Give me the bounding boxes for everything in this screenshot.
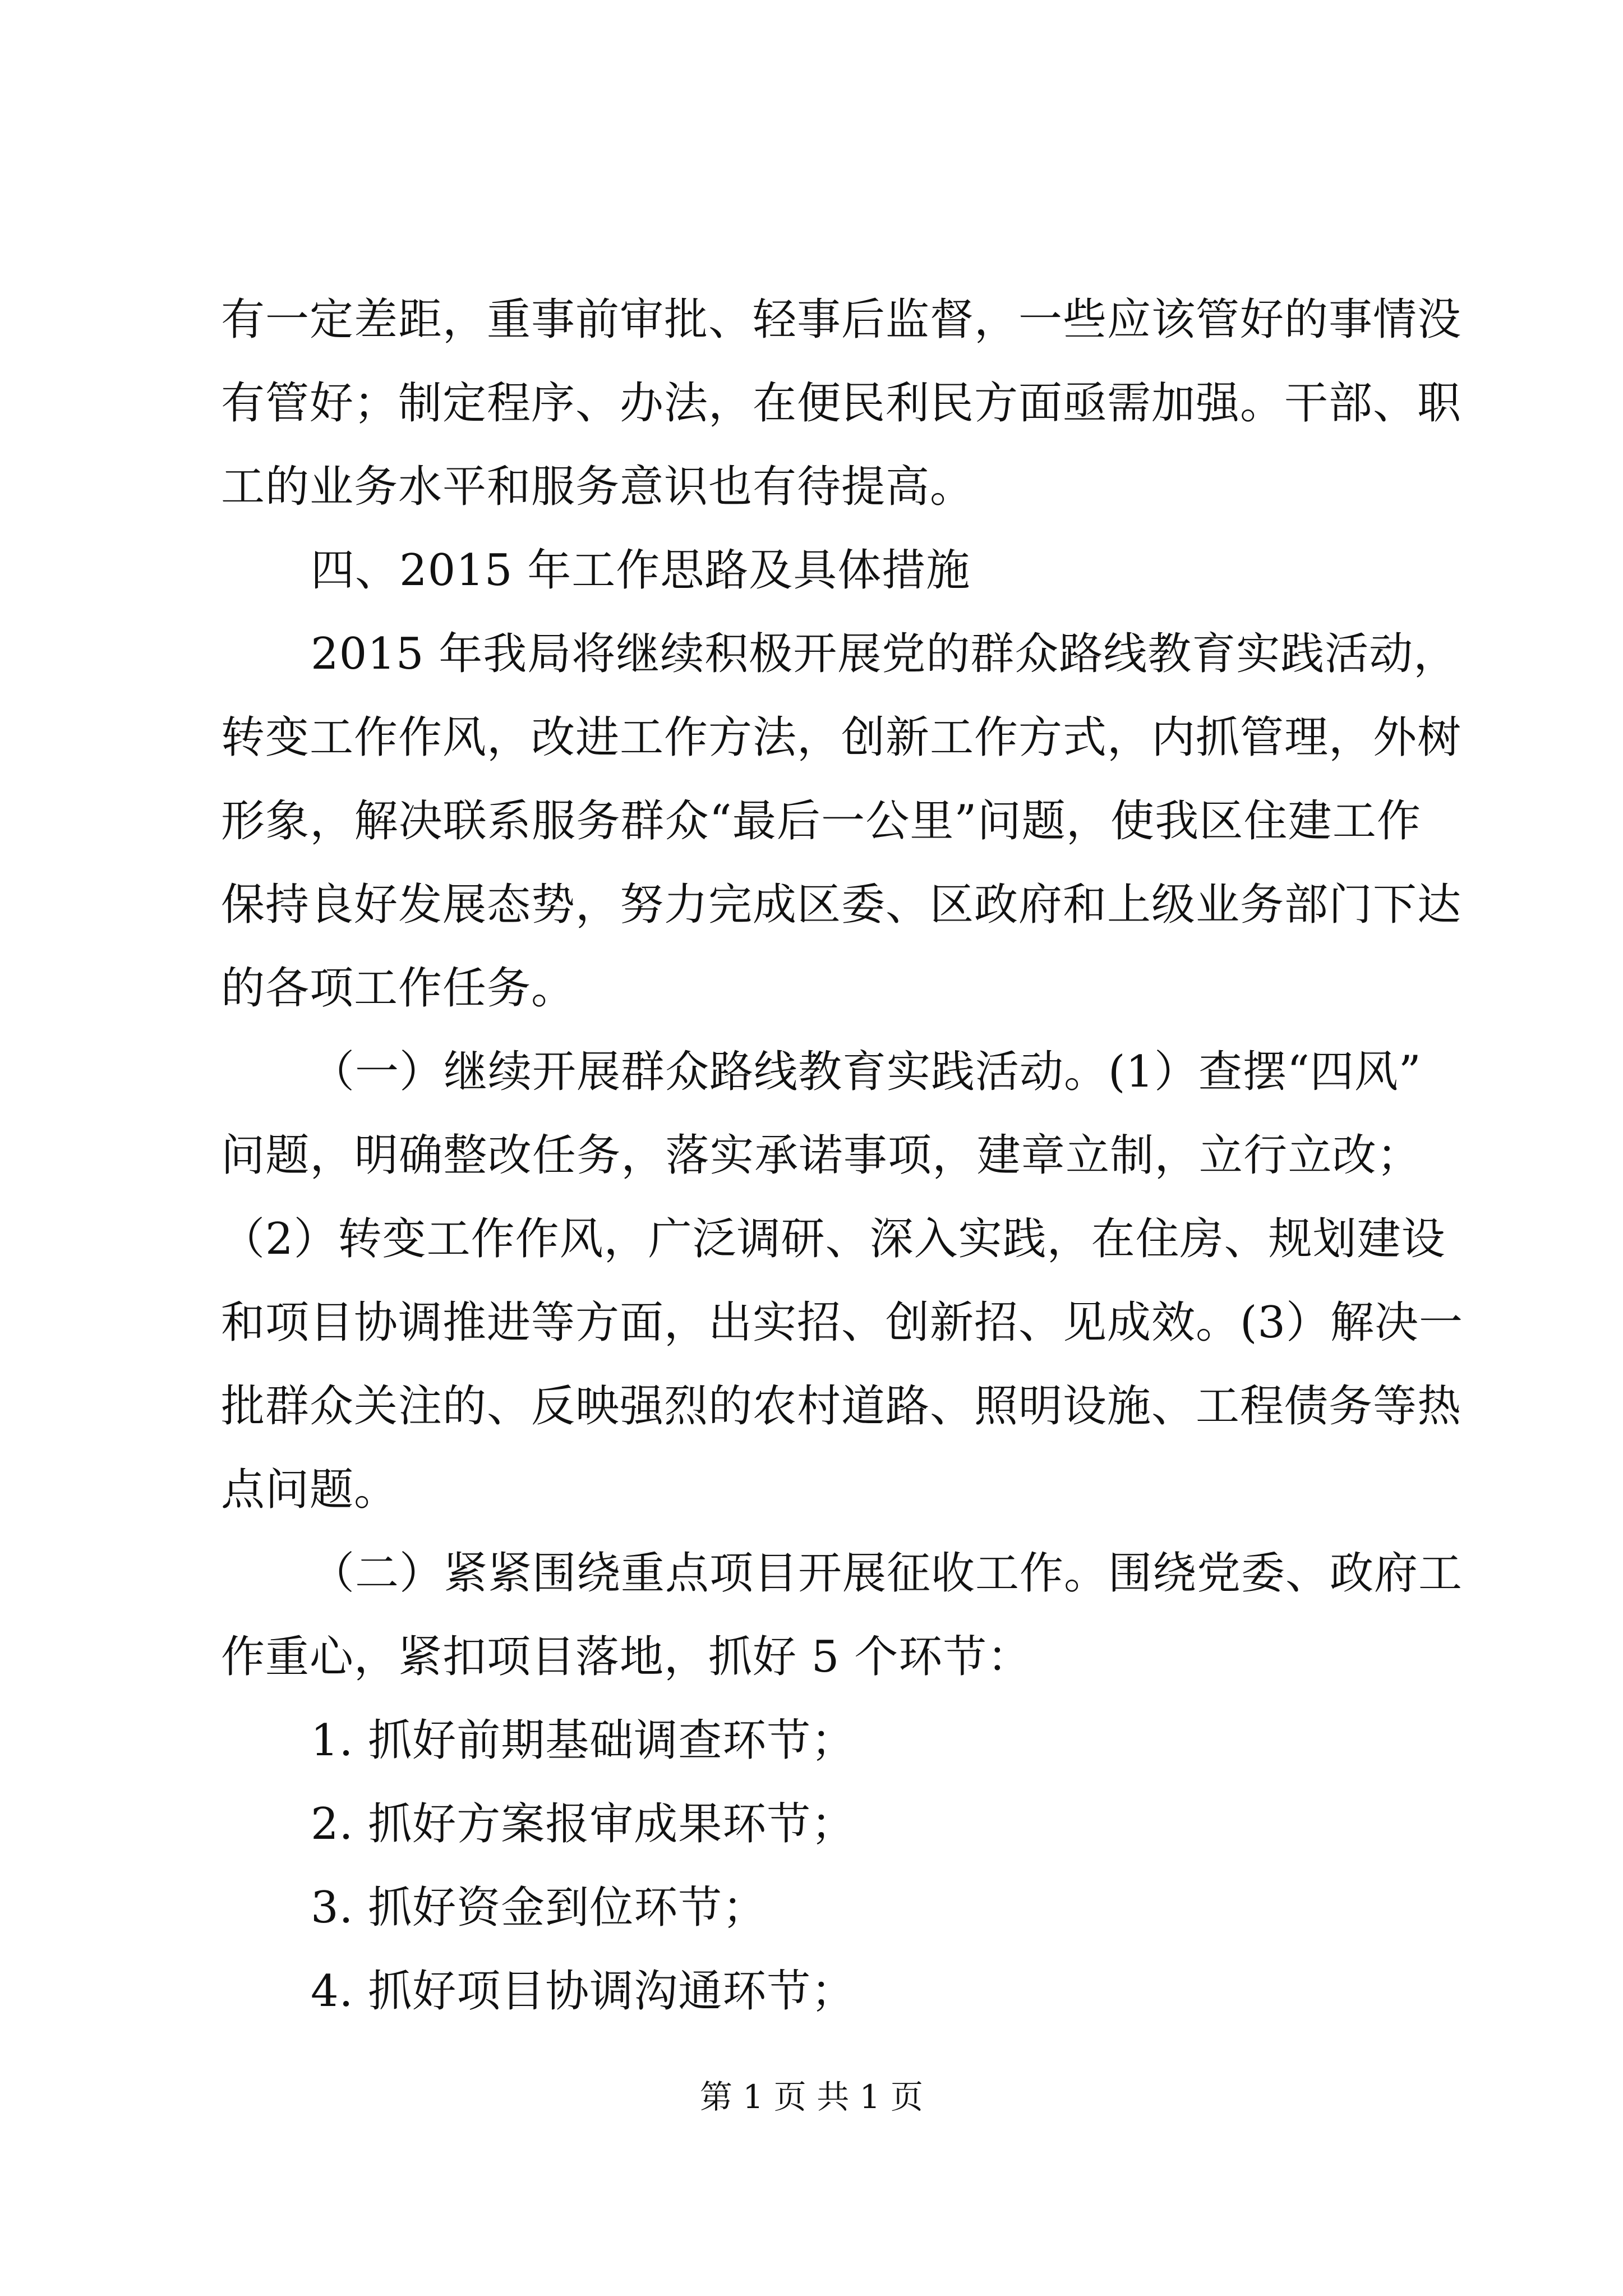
list-item: 2. 抓好方案报审成果环节； [311, 1799, 856, 1849]
paragraph [221, 1532, 1463, 1699]
list-item: 3. 抓好资金到位环节； [311, 1883, 767, 1933]
text-line: 2015 年我局将继续积极开展党的群众路线教育实践活动， [311, 629, 1458, 679]
paragraph [221, 278, 1462, 529]
paragraph [221, 1030, 1464, 1532]
text-line: 点问题。 [221, 1465, 399, 1515]
page-footer [0, 2074, 1623, 2119]
document-body [221, 278, 1464, 2033]
text-line: 工的业务水平和服务意识也有待提高。 [221, 462, 975, 512]
page-number-label: 第 1 页 共 1 页 [700, 2078, 923, 2116]
list-item: 1. 抓好前期基础调查环节； [311, 1715, 856, 1766]
text-line: 保持良好发展态势，努力完成区委、区政府和上级业务部门下达 [221, 880, 1462, 930]
text-line: 的各项工作任务。 [221, 963, 576, 1014]
text-line: （二）紧紧围绕重点项目开展征收工作。围绕党委、政府工 [311, 1548, 1463, 1599]
text-line: 作重心，紧扣项目落地，抓好 5 个环节： [221, 1632, 1032, 1682]
numbered-list [221, 1699, 1421, 2033]
text-line: 批群众关注的、反映强烈的农村道路、照明设施、工程债务等热 [221, 1381, 1462, 1432]
text-line: 问题，明确整改任务，落实承诺事项，建章立制，立行立改； [221, 1130, 1421, 1181]
paragraph [221, 613, 1462, 1030]
text-line: 转变工作作风，改进工作方法，创新工作方式，内抓管理，外树 [221, 712, 1462, 763]
text-line: （2）转变工作作风，广泛调研、深入实践，在住房、规划建设 [221, 1214, 1446, 1264]
text-line: 有管好；制定程序、办法，在便民利民方面亟需加强。干部、职 [221, 378, 1462, 429]
heading-text: 四、2015 年工作思路及具体措施 [311, 545, 971, 596]
section-heading [221, 529, 1421, 613]
text-line: 和项目协调推进等方面，出实招、创新招、见成效。(3）解决一 [221, 1297, 1464, 1348]
list-item: 4. 抓好项目协调沟通环节； [311, 1966, 856, 2017]
text-line: 有一定差距，重事前审批、轻事后监督，一些应该管好的事情没 [221, 295, 1462, 345]
text-line: （一）继续开展群众路线教育实践活动。(1）查摆“四风” [311, 1047, 1422, 1097]
text-line: 形象，解决联系服务群众“最后一公里”问题，使我区住建工作 [221, 796, 1421, 846]
